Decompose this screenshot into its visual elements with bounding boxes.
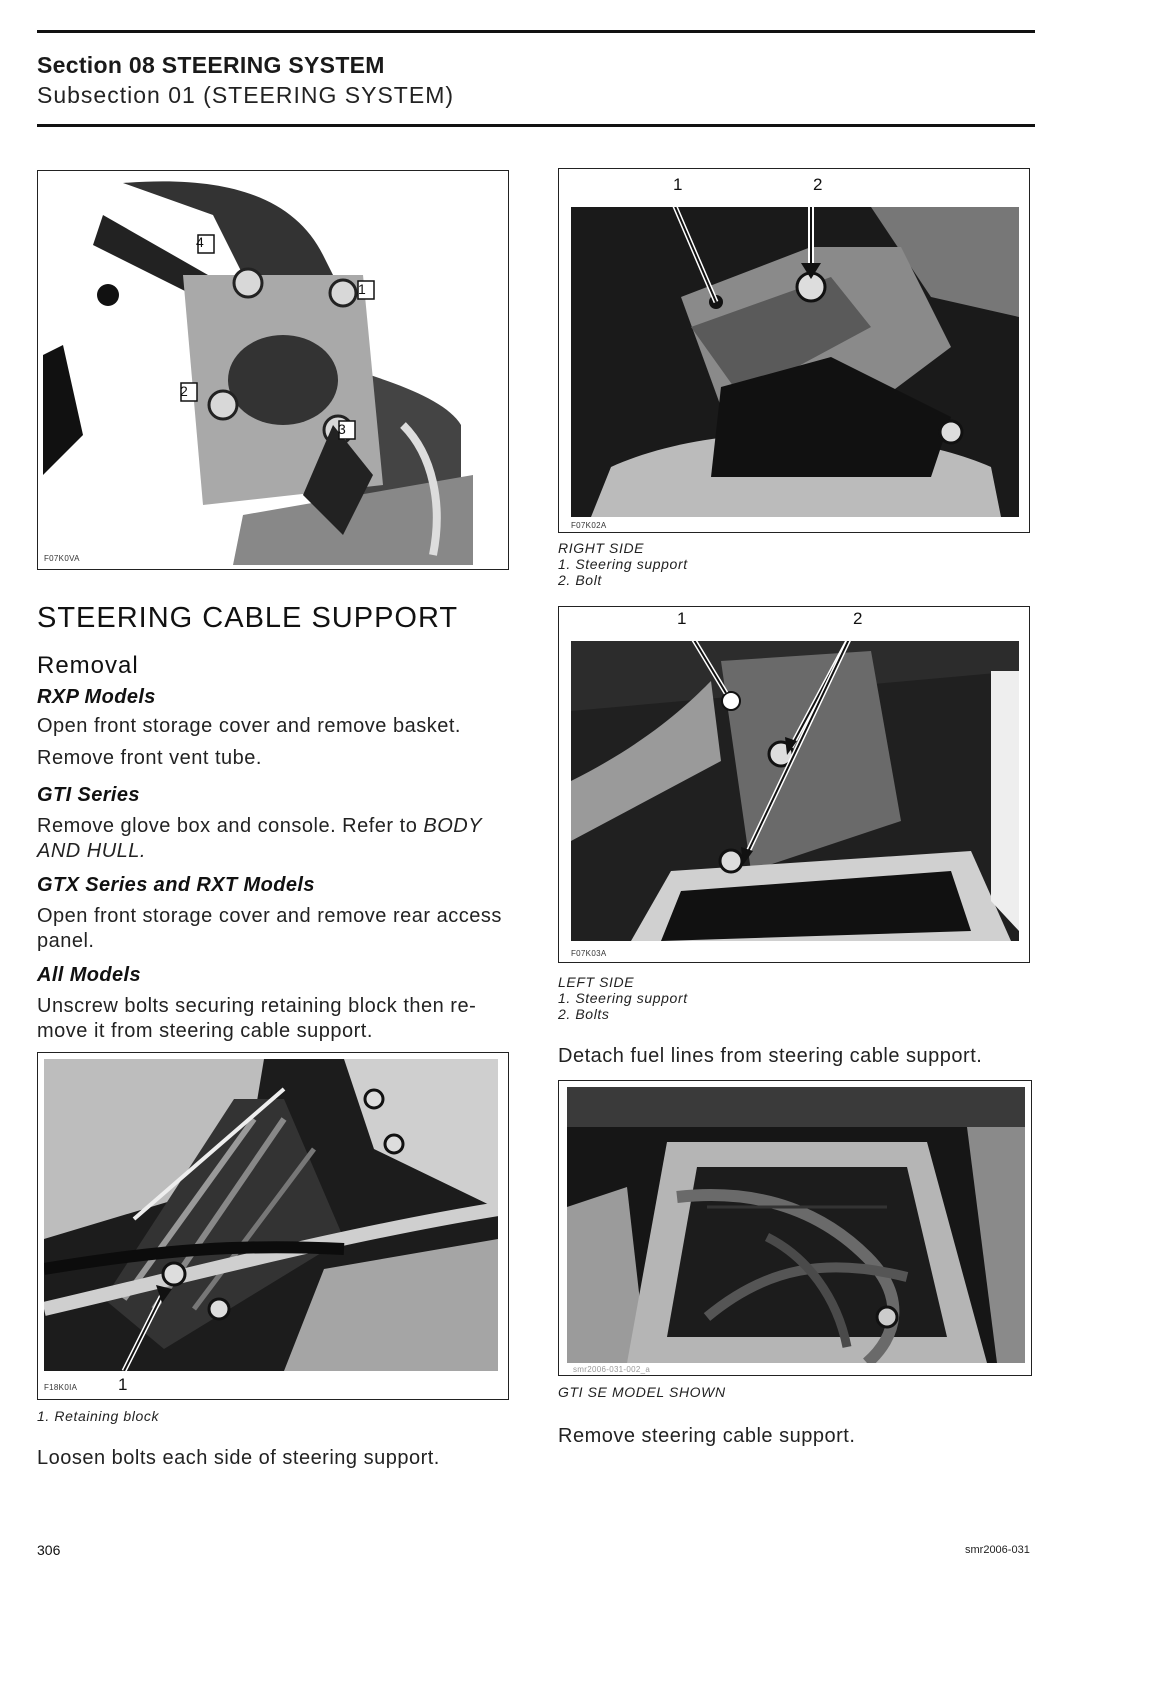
- rxp-instruction-2: Remove front vent tube.: [37, 747, 262, 769]
- caption-left-side: [558, 974, 688, 1022]
- figure-steering-bolts: [37, 170, 509, 570]
- rxp-instruction-1: Open front storage cover and remove basket.: [37, 715, 461, 737]
- right-side-photo: [571, 207, 1019, 517]
- remove-support-instruction: Remove steering cable support.: [558, 1425, 856, 1447]
- header-bottom-rule: [37, 124, 1035, 127]
- caption-gti-se: [558, 1384, 726, 1400]
- heading-gtx-rxt-models: GTX Series and RXT Models: [37, 874, 315, 896]
- caption-title: LEFT SIDE: [558, 974, 635, 990]
- figure-left-side: [558, 606, 1030, 963]
- figure-right-side: [558, 168, 1030, 533]
- figure-code: F07K03A: [571, 949, 607, 958]
- callout-1: 1: [358, 281, 366, 297]
- callout-1: 1: [118, 1375, 128, 1394]
- caption-title: RIGHT SIDE: [558, 540, 645, 556]
- caption-item: 2. Bolt: [558, 572, 602, 588]
- caption-item: 1. Steering support: [558, 990, 688, 1006]
- figure-code: smr2006-031-002_a: [573, 1365, 651, 1374]
- caption-retaining-block: [37, 1408, 159, 1424]
- callout-4: 4: [196, 234, 204, 250]
- caption-item: 1. Retaining block: [37, 1408, 160, 1424]
- retaining-block-photo: [44, 1059, 498, 1371]
- figure-code: F07K02A: [571, 521, 607, 530]
- left-side-photo: [571, 641, 1019, 941]
- gtx-instruction-line-2: panel.: [37, 930, 95, 952]
- callout-2: 2: [813, 175, 823, 194]
- loosen-bolts-instruction: Loosen bolts each side of steering support.: [37, 1447, 440, 1469]
- callout-1: 1: [677, 609, 687, 628]
- heading-rxp-models: RXP Models: [37, 686, 156, 708]
- all-models-line-1: Unscrew bolts securing retaining block then re-: [37, 995, 477, 1017]
- gti-se-photo: [567, 1087, 1025, 1363]
- steering-bolts-photo: [43, 175, 503, 565]
- section-title: Section 08 STEERING SYSTEM: [37, 52, 385, 78]
- caption-item: 2. Bolts: [558, 1006, 610, 1022]
- callout-2: 2: [853, 609, 863, 628]
- caption-right-side: [558, 540, 688, 588]
- all-models-instruction: [37, 994, 527, 1044]
- gti-instruction: [37, 814, 517, 864]
- gtx-instruction-line-1: Open front storage cover and remove rear access: [37, 905, 502, 927]
- figure-retaining-block: [37, 1052, 509, 1400]
- callout-3: 3: [338, 421, 346, 437]
- gtx-instruction: [37, 904, 527, 954]
- figure-gti-se: [558, 1080, 1032, 1376]
- gti-ref-body: BODY: [423, 815, 483, 837]
- gti-instruction-text: Remove glove box and console. Refer to: [37, 815, 418, 837]
- detach-fuel-lines-instruction: Detach fuel lines from steering cable support.: [558, 1045, 983, 1067]
- header-top-rule: [37, 30, 1035, 33]
- caption-title: GTI SE MODEL SHOWN: [558, 1384, 726, 1400]
- figure-code: F18K0IA: [44, 1383, 78, 1392]
- heading-all-models: All Models: [37, 964, 142, 986]
- heading-removal: Removal: [37, 652, 139, 679]
- callout-2: 2: [180, 383, 188, 399]
- page-number: 306: [37, 1542, 61, 1558]
- callout-1: 1: [673, 175, 683, 194]
- caption-item: 1. Steering support: [558, 556, 688, 572]
- heading-steering-cable-support: STEERING CABLE SUPPORT: [37, 602, 459, 634]
- figure-code: F07K0VA: [44, 554, 80, 563]
- heading-gti-series: GTI Series: [37, 784, 140, 806]
- all-models-line-2: move it from steering cable support.: [37, 1020, 373, 1042]
- document-code: smr2006-031: [965, 1544, 1030, 1556]
- subsection-title: Subsection 01 (STEERING SYSTEM): [37, 82, 455, 108]
- gti-ref-hull: AND HULL.: [37, 840, 146, 862]
